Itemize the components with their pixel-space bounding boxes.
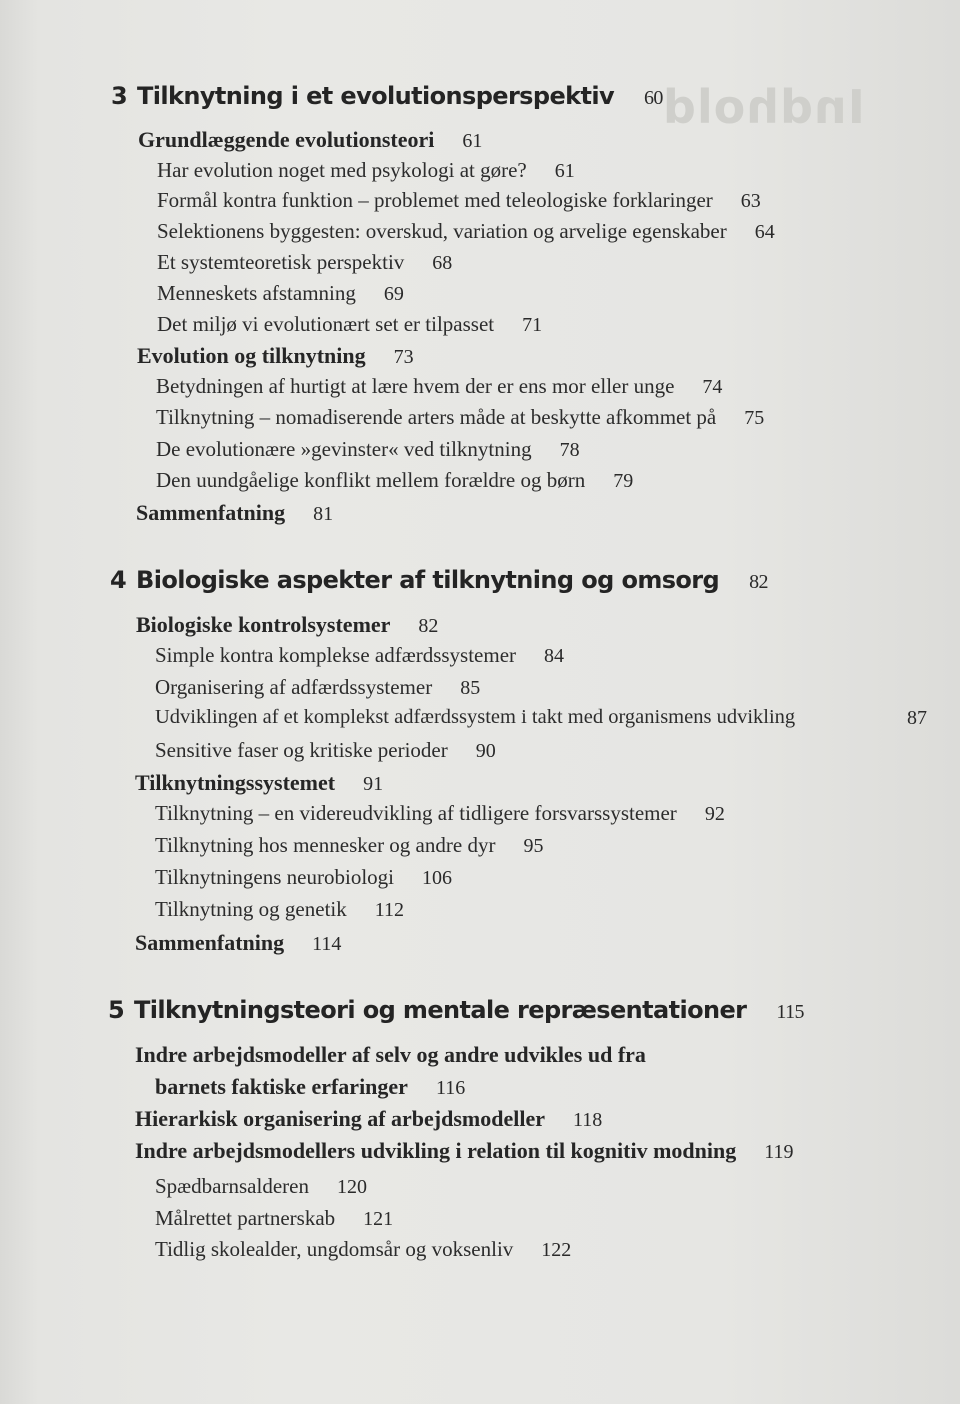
page-number: 115 [776, 1001, 804, 1023]
toc-entry [155, 706, 795, 729]
toc-entry [157, 188, 761, 213]
page-number: 68 [432, 252, 453, 274]
entry-title: Tilknytning – en videreudvikling af tidligere forsvarssystemer [155, 801, 677, 825]
entry-title: barnets faktiske erfaringer [155, 1074, 408, 1099]
page-number: 112 [374, 899, 405, 921]
page-number: 118 [573, 1109, 603, 1131]
toc-entry-page [907, 707, 927, 730]
entry-title: Tilknytningens neurobiologi [155, 865, 394, 889]
show-through-heading: Indhold [662, 80, 865, 134]
page-number: 64 [754, 221, 775, 243]
toc-entry [155, 833, 543, 858]
entry-title: Indre arbejdsmodellers udvikling i relation til kognitiv modning [135, 1138, 737, 1163]
entry-title: Evolution og tilknytning [137, 343, 366, 368]
toc-entry [136, 500, 333, 526]
page-number: 82 [749, 571, 768, 593]
toc-entry [135, 770, 383, 796]
page-number: 75 [744, 407, 765, 429]
page-number: 114 [312, 933, 342, 955]
page-number: 73 [393, 346, 414, 368]
page-number: 82 [418, 615, 439, 637]
page-number: 90 [475, 740, 496, 762]
entry-title: Det miljø vi evolutionært set er tilpasset [157, 312, 495, 336]
chapter-title: Tilknytningsteori og mentale repræsentationer [134, 996, 747, 1024]
entry-title: Hierarkisk organisering af arbejdsmodeller [135, 1106, 546, 1131]
entry-title: Menneskets afstamning [157, 281, 356, 305]
entry-title: Selektionens byggesten: overskud, variation og arvelige egenskaber [157, 219, 727, 243]
entry-title: Tilknytning – nomadiserende arters måde at beskytte afkommet på [156, 405, 717, 429]
page-number: 79 [613, 470, 634, 492]
page-number: 81 [313, 503, 334, 525]
entry-title: Sensitive faser og kritiske perioder [155, 738, 448, 762]
entry-title: Tilknytningssystemet [135, 770, 336, 795]
toc-entry [155, 865, 452, 890]
entry-title: Den uundgåelige konflikt mellem forældre og børn [156, 468, 586, 492]
entry-title: Udviklingen af et komplekst adfærdssystem i takt med organismens udvikling [155, 706, 796, 728]
entry-title: Spædbarnsalderen [155, 1174, 309, 1198]
entry-title: Et systemteoretisk perspektiv [157, 250, 405, 274]
chapter-heading [110, 566, 768, 594]
page-number: 106 [422, 867, 452, 889]
page-number: 69 [383, 283, 404, 305]
toc-entry [135, 1042, 646, 1068]
entry-title: Har evolution noget med psykologi at gøre? [157, 158, 527, 182]
toc-entry [157, 250, 452, 275]
page-number: 74 [702, 376, 723, 398]
entry-title: Målrettet partnerskab [155, 1206, 336, 1230]
entry-title: Tilknytning hos mennesker og andre dyr [155, 833, 496, 857]
toc-entry [156, 468, 633, 493]
entry-title: Organisering af adfærdssystemer [155, 675, 433, 699]
toc-entry [155, 1237, 571, 1262]
chapter-heading [111, 82, 663, 110]
page-number: 95 [523, 835, 544, 857]
toc-entry [137, 343, 414, 369]
chapter-title: Tilknytning i et evolutionsperspektiv [137, 82, 615, 110]
toc-entry [156, 437, 580, 462]
toc-entry [155, 801, 725, 826]
entry-title: Sammenfatning [136, 500, 286, 525]
toc-entry [155, 1206, 393, 1231]
page-number: 71 [522, 314, 543, 336]
entry-title: Tilknytning og genetik [155, 897, 347, 921]
page-number: 120 [336, 1176, 367, 1198]
toc-entry [138, 127, 482, 153]
entry-title: Sammenfatning [135, 930, 285, 955]
toc-entry [156, 405, 764, 430]
page-number: 60 [644, 87, 663, 109]
toc-entry [135, 1106, 602, 1132]
page-number: 84 [544, 645, 565, 667]
toc-entry [155, 738, 496, 763]
toc-entry [136, 612, 438, 638]
page-number: 91 [363, 773, 384, 795]
page-number: 85 [460, 677, 481, 699]
toc-entry [155, 897, 404, 922]
chapter-title: Biologiske aspekter af tilknytning og omsorg [136, 566, 720, 594]
page-number: 61 [462, 130, 483, 152]
toc-entry [155, 1074, 465, 1100]
toc-entry [155, 675, 480, 700]
chapter-heading [108, 996, 804, 1024]
chapter-number: 5 [108, 996, 125, 1024]
page-number: 122 [541, 1239, 572, 1261]
entry-title: Tidlig skolealder, ungdomsår og voksenliv [155, 1237, 514, 1261]
page-number: 116 [435, 1077, 466, 1099]
toc-entry [156, 374, 722, 399]
toc-entry [155, 643, 564, 668]
entry-title: Grundlæggende evolutionsteori [138, 127, 435, 152]
page-number: 92 [704, 803, 725, 825]
toc-entry [157, 158, 575, 183]
page-number: 61 [554, 160, 575, 182]
page-number: 63 [740, 190, 761, 212]
entry-title: Indre arbejdsmodeller af selv og andre udvikles ud fra [135, 1042, 646, 1067]
page-number: 121 [363, 1208, 394, 1230]
toc-entry [157, 312, 542, 337]
entry-title: Formål kontra funktion – problemet med teleologiske forklaringer [157, 188, 713, 212]
chapter-number: 3 [111, 82, 128, 110]
toc-entry [155, 1174, 367, 1199]
chapter-number: 4 [110, 566, 127, 594]
page-number: 87 [907, 707, 927, 729]
page-number: 119 [764, 1141, 794, 1163]
entry-title: Betydningen af hurtigt at lære hvem der er ens mor eller unge [156, 374, 675, 398]
entry-title: Simple kontra komplekse adfærdssystemer [155, 643, 517, 667]
toc-entry [135, 1138, 793, 1164]
toc-entry [157, 281, 404, 306]
toc-entry [135, 930, 341, 956]
entry-title: Biologiske kontrolsystemer [136, 612, 391, 637]
toc-entry [157, 219, 775, 244]
entry-title: De evolutionære »gevinster« ved tilknytning [156, 437, 532, 461]
page-number: 78 [559, 439, 580, 461]
